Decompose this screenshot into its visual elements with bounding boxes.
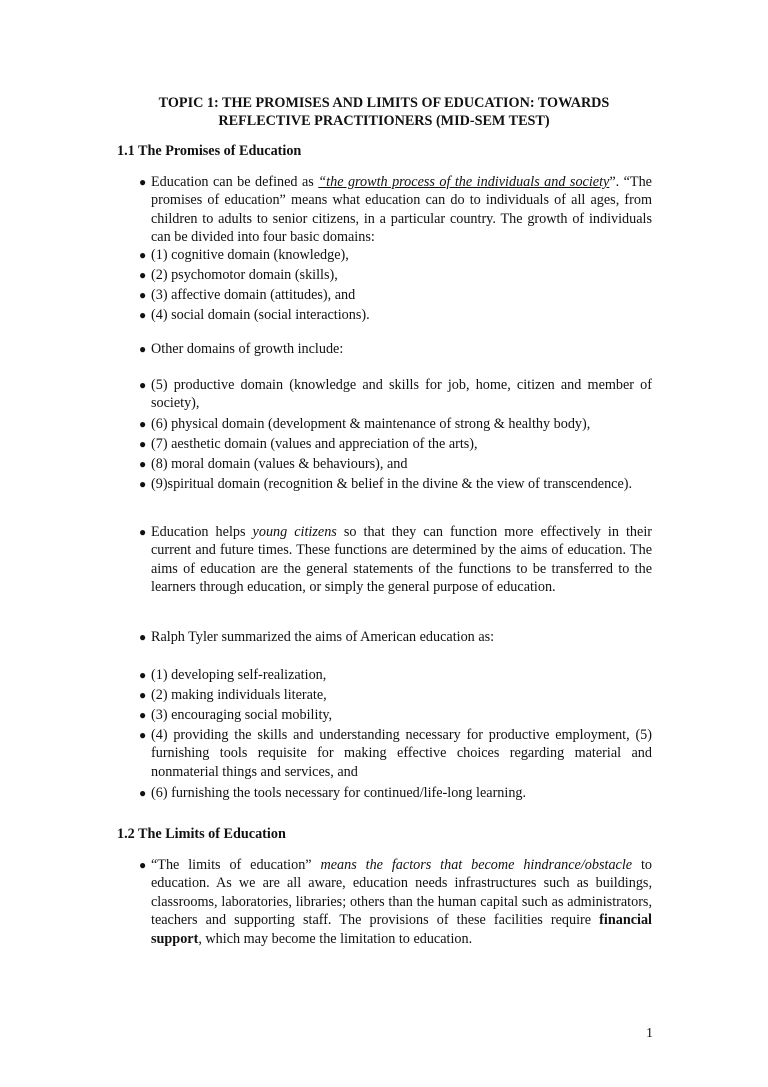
bullet-icon: ● xyxy=(139,342,147,356)
list-item: ● (3) affective domain (attitudes), and xyxy=(139,287,356,303)
list-item: ● Ralph Tyler summarized the aims of American education as: xyxy=(139,629,495,645)
bullet-icon: ● xyxy=(139,175,147,189)
bullet-icon: ● xyxy=(139,688,147,702)
list-item: ● (6) physical domain (development & maintenance of strong & healthy body), xyxy=(139,416,591,432)
list-item: ● (3) encouraging social mobility, xyxy=(139,707,333,723)
section-heading-promises: 1.1 The Promises of Education xyxy=(117,143,302,159)
list-item: ● (9)spiritual domain (recognition & belief in the divine & the view of transcendence). xyxy=(139,476,633,492)
bullet-icon: ● xyxy=(139,728,147,742)
bullet-icon: ● xyxy=(139,858,147,872)
list-item: ● (1) developing self-realization, xyxy=(139,667,327,683)
bullet-icon: ● xyxy=(139,786,147,800)
list-item: ● (2) psychomotor domain (skills), xyxy=(139,267,338,283)
list-item: ● (6) furnishing the tools necessary for continued/life-long learning. xyxy=(139,785,527,801)
list-item: ● (5) productive domain (knowledge and skills for job, home, citizen and member of society), xyxy=(139,377,652,412)
bullet-icon: ● xyxy=(139,417,147,431)
bullet-icon: ● xyxy=(139,708,147,722)
list-item: ● Other domains of growth include: xyxy=(139,341,344,357)
bullet-icon: ● xyxy=(139,525,147,539)
bullet-icon: ● xyxy=(139,437,147,451)
bullet-icon: ● xyxy=(139,378,147,392)
list-item: ● “The limits of education” means the factors that become hindrance/obstacle to education. As we are all aware, education needs infrastructures such as buildings, classrooms, laboratories, libraries; others than the human capital such as administrators, teachers and supporting staff. The provisions of these facilities require financial support, which may become the limitation to education. xyxy=(139,857,652,947)
bullet-icon: ● xyxy=(139,288,147,302)
financial-support-emphasis: financial support xyxy=(151,912,652,947)
document-title xyxy=(110,94,658,130)
list-item: ● (4) social domain (social interactions). xyxy=(139,307,370,323)
page-number: 1 xyxy=(646,1026,653,1041)
list-item: ● Education can be defined as “the growth process of the individuals and society”. “The promises of education” means what education can do to individuals of all ages, from children to adults to senior citizens, in a particular country. The growth of individuals can be divided into four basic domains: xyxy=(139,174,652,246)
list-item: ● (4) providing the skills and understanding necessary for productive employment, (5) furnishing tools requisite for making effective choices regarding material and nonmaterial things and services, and xyxy=(139,727,652,780)
bullet-icon: ● xyxy=(139,630,147,644)
list-item: ● (2) making individuals literate, xyxy=(139,687,327,703)
title-line-1: TOPIC 1: THE PROMISES AND LIMITS OF EDUCATION: TOWARDS xyxy=(158,95,610,111)
bullet-icon: ● xyxy=(139,308,147,322)
list-item: ● (1) cognitive domain (knowledge), xyxy=(139,247,349,263)
definition-quote: “the growth process of the individuals and society xyxy=(318,174,610,190)
bullet-icon: ● xyxy=(139,248,147,262)
section-heading-limits: 1.2 The Limits of Education xyxy=(117,826,286,842)
bullet-icon: ● xyxy=(139,668,147,682)
list-item: ● (8) moral domain (values & behaviours), and xyxy=(139,456,408,472)
list-item: ● (7) aesthetic domain (values and appreciation of the arts), xyxy=(139,436,478,452)
bullet-icon: ● xyxy=(139,268,147,282)
title-line-2: REFLECTIVE PRACTITIONERS (MID-SEM TEST) xyxy=(218,113,550,129)
bullet-icon: ● xyxy=(139,477,147,491)
bullet-icon: ● xyxy=(139,457,147,471)
list-item: ● Education helps young citizens so that they can function more effectively in their current and future times. These functions are determined by the aims of education. The aims of education are the general statements of the functions to be transferred to the learners through education, or simply the general purpose of education. xyxy=(139,524,652,596)
